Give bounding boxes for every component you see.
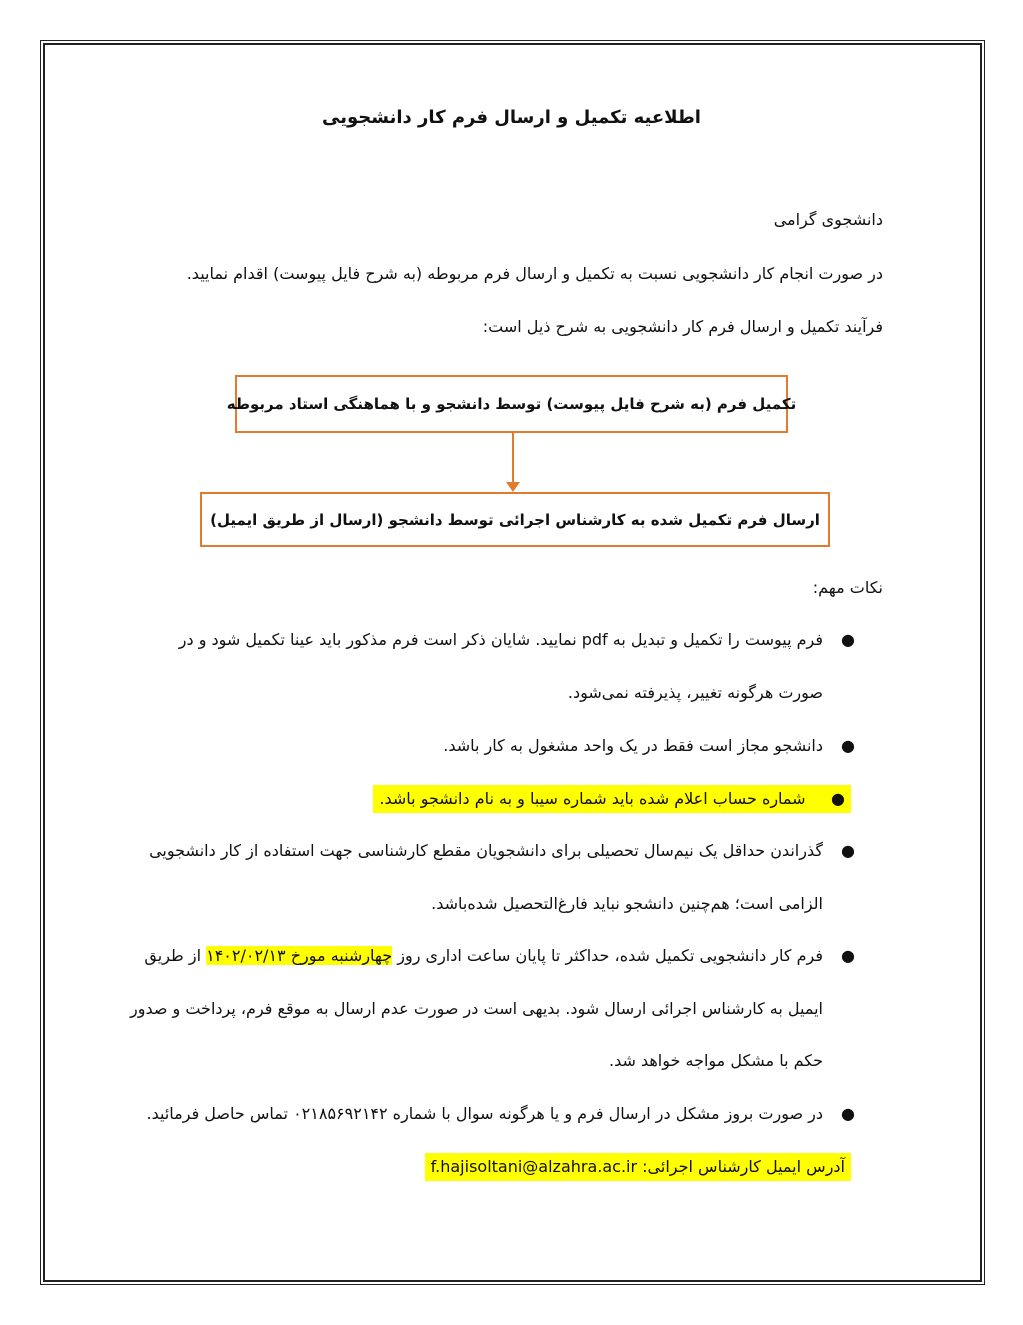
- bullet-icon: ●: [841, 736, 855, 755]
- bullet-icon: ●: [841, 1104, 855, 1123]
- flow-step-2: [200, 492, 830, 547]
- note-4-line-2: الزامی است؛ هم‌چنین دانشجو نباید فارغ‌التحصیل شده‌باشد.: [431, 894, 823, 913]
- note-5-line-1-start: فرم کار دانشجویی تکمیل شده، حداکثر تا پایان ساعت اداری روز: [392, 946, 823, 965]
- flow-arrow-shaft: [512, 433, 514, 485]
- note-4-line-1: گذراندن حداقل یک نیم‌سال تحصیلی برای دانشجویان مقطع کارشناسی جهت استفاده از کار دانشجویی: [149, 841, 823, 860]
- bullet-icon: ●: [841, 841, 855, 860]
- note-5-line-1-end: از طریق: [144, 946, 207, 965]
- note-3: شماره حساب اعلام شده باید شماره سیبا و به نام دانشجو باشد.: [379, 789, 806, 808]
- note-5-date-highlight: چهارشنبه مورخ ۱۴۰۲/۰۲/۱۳: [206, 946, 393, 965]
- note-5-line-3: حکم با مشکل مواجه خواهد شد.: [608, 1051, 823, 1070]
- email-highlight-box: [425, 1153, 851, 1181]
- note-5-line-1: [144, 944, 823, 968]
- note-1-line-1: فرم پیوست را تکمیل و تبدیل به pdf نمایید. شایان ذکر است فرم مذکور باید عینا تکمیل شود و در: [178, 630, 823, 649]
- note-5-line-2: ایمیل به کارشناس اجرائی ارسال شود. بدیهی است در صورت عدم ارسال به موقع فرم، پرداخت و صدور: [130, 999, 823, 1018]
- bullet-icon: ●: [841, 946, 855, 965]
- intro-text: در صورت انجام کار دانشجویی نسبت به تکمیل و ارسال فرم مربوطه (به شرح فایل پیوست) اقدام نمایید.: [186, 264, 883, 283]
- bullet-icon: ●: [841, 630, 855, 649]
- greeting: دانشجوی گرامی: [773, 210, 883, 229]
- email-line: [425, 1153, 851, 1181]
- note-3-highlight-box: [373, 785, 851, 813]
- flow-step-1: [226, 375, 797, 433]
- flow-step-2-text: ارسال فرم تکمیل شده به کارشناس اجرائی توسط دانشجو (ارسال از طریق ایمیل): [210, 510, 820, 529]
- flow-arrow-icon: [506, 482, 520, 492]
- document-title: اطلاعیه تکمیل و ارسال فرم کار دانشجویی: [322, 107, 701, 128]
- bullet-icon: ●: [831, 789, 845, 808]
- note-2: دانشجو مجاز است فقط در یک واحد مشغول به کار باشد.: [443, 736, 823, 755]
- notes-heading: نکات مهم:: [812, 578, 883, 597]
- note-1-line-2: صورت هرگونه تغییر، پذیرفته نمی‌شود.: [567, 683, 823, 702]
- email-address: f.hajisoltani@alzahra.ac.ir: [430, 1157, 638, 1176]
- email-label: آدرس ایمیل کارشناس اجرائی:: [637, 1157, 845, 1176]
- process-intro: فرآیند تکمیل و ارسال فرم کار دانشجویی به شرح ذیل است:: [482, 317, 883, 336]
- note-6: در صورت بروز مشکل در ارسال فرم و یا هرگونه سوال با شماره ۰۲۱۸۵۶۹۲۱۴۲ تماس حاصل فرمائید.: [146, 1104, 823, 1123]
- note-3-highlight: [373, 785, 851, 813]
- flow-step-1-text: تکمیل فرم (به شرح فایل پیوست) توسط دانشجو و با هماهنگی استاد مربوطه: [226, 395, 797, 413]
